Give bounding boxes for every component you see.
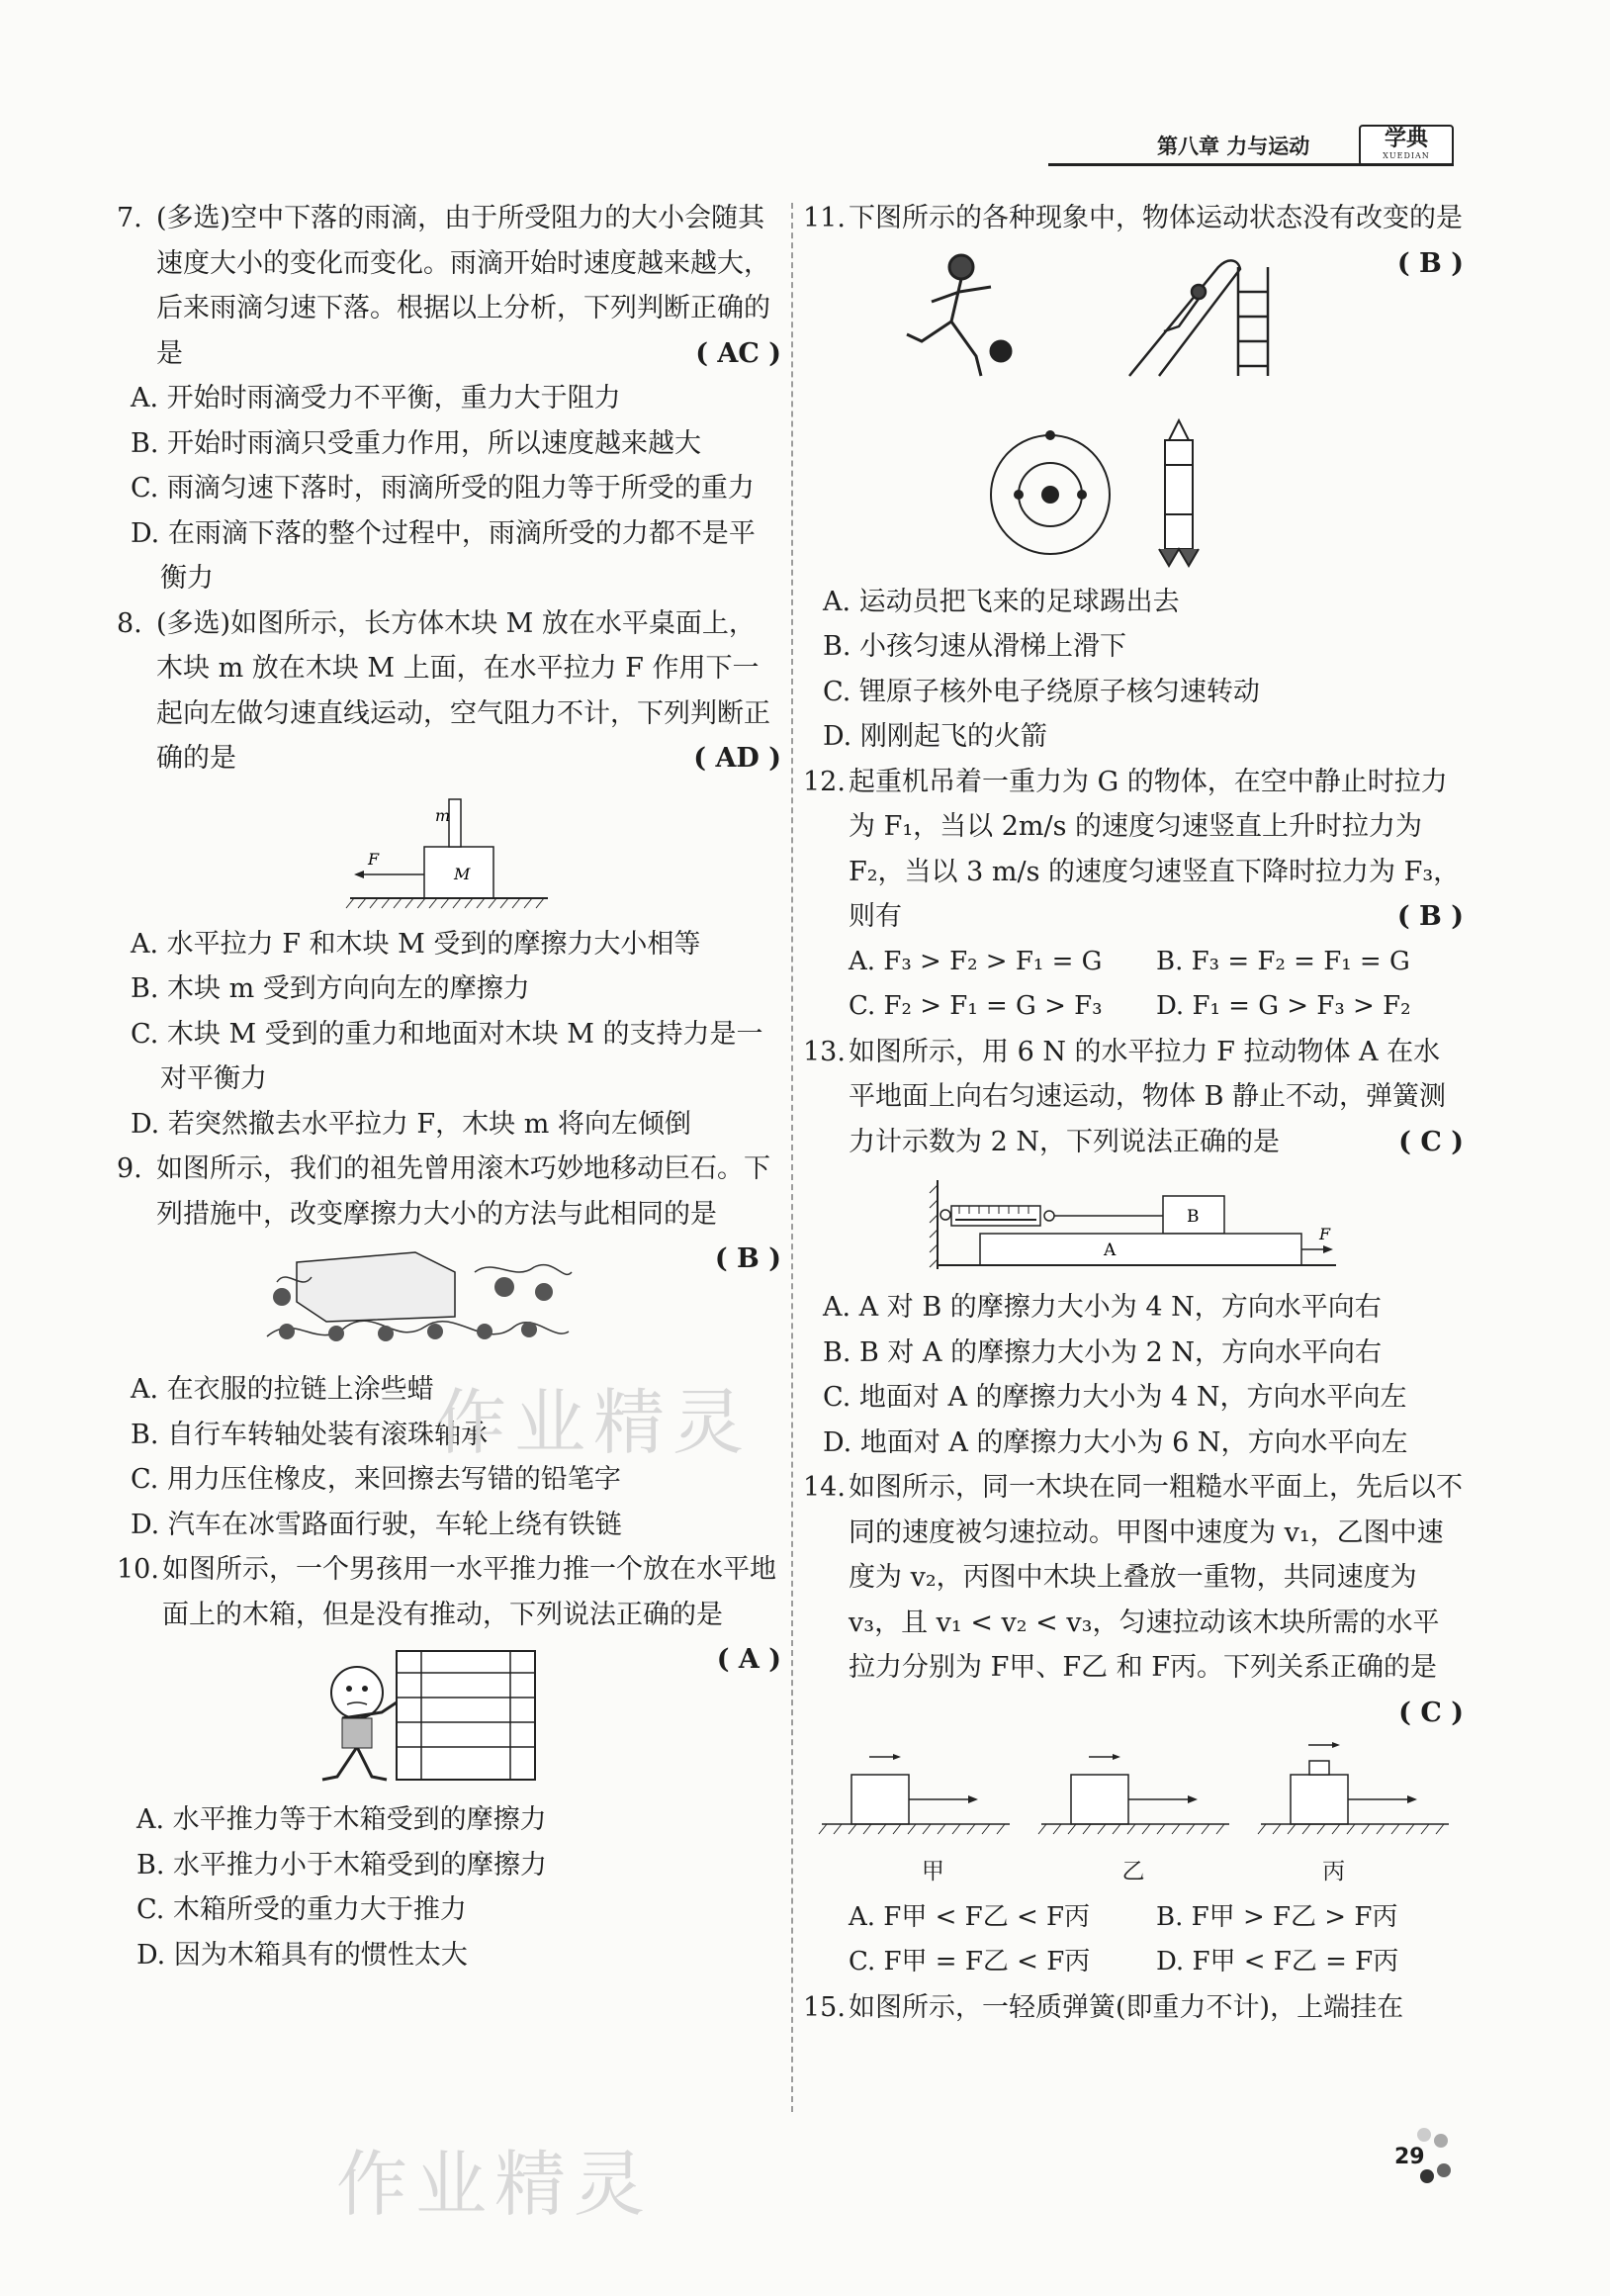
answer: ( B ): [1396, 901, 1464, 932]
question-7: [117, 196, 781, 601]
answer: ( A ): [716, 1644, 781, 1675]
chapter-title: 第八章 力与运动: [1157, 135, 1310, 158]
option: D. F甲 < F乙 = F丙: [1156, 1947, 1399, 1976]
question-11: [803, 196, 1464, 760]
question-stem: 下图所示的各种现象中，物体运动状态没有改变的是: [849, 203, 1463, 233]
option: B. B 对 A 的摩擦力大小为 2 N，方向水平向右: [823, 1336, 1383, 1368]
question-13: [803, 1030, 1464, 1466]
option: A. 水平推力等于木箱受到的摩擦力: [136, 1804, 547, 1835]
label-bing: 丙: [1322, 1859, 1346, 1884]
answer: ( AD ): [693, 743, 781, 774]
question-stem: 如图所示，一轻质弹簧(即重力不计)，上端挂在: [849, 1991, 1404, 2023]
option: A. 水平拉力 F 和木块 M 受到的摩擦力大小相等: [131, 928, 701, 960]
option: B. 水平推力小于木箱受到的摩擦力: [136, 1849, 548, 1881]
answer: ( B ): [1396, 247, 1464, 279]
option: D. F₁ = G > F₃ > F₂: [1156, 991, 1411, 1021]
option: B. 木块 m 受到方向向左的摩擦力: [131, 973, 530, 1004]
option: B. F甲 > F乙 > F丙: [1156, 1901, 1398, 1932]
question-8: [117, 601, 781, 1148]
label-B: B: [1187, 1207, 1200, 1227]
question-stem: (多选)如图所示，长方体木块 M 放在水平桌面上，木块 m 放在木块 M 上面，在水平拉力 F 作用下一起向左做匀速直线运动，空气阻力不计，下列判断正确的是: [156, 607, 770, 774]
label-M: M: [454, 864, 471, 883]
header-rule: [1048, 163, 1454, 166]
question-number: 10.: [117, 1554, 159, 1585]
question-10: [117, 1547, 781, 1977]
brand-logo: [1359, 125, 1454, 166]
spring-scale-figure: [926, 1170, 1341, 1279]
question-number: 13.: [803, 1036, 846, 1067]
question-15: [803, 1985, 1464, 2031]
option: A. F₃ > F₂ > F₁ = G: [849, 946, 1103, 976]
answer: ( C ): [1398, 1126, 1464, 1157]
boy-pushing-box-figure: [288, 1643, 545, 1791]
right-column: [803, 196, 1464, 2030]
answer: ( AC ): [695, 337, 781, 369]
question-number: 15.: [803, 1991, 846, 2023]
option: C. 地面对 A 的摩擦力大小为 4 N，方向水平向左: [823, 1382, 1407, 1413]
watermark: 作业精灵: [435, 1381, 753, 1464]
option: B. F₃ = F₂ = F₁ = G: [1156, 946, 1410, 976]
answer: ( B ): [714, 1243, 781, 1274]
option: C. 木箱所受的重力大于推力: [136, 1894, 467, 1925]
question-number: 12.: [803, 766, 846, 797]
option: C. 锂原子核外电子绕原子核匀速转动: [823, 676, 1260, 707]
label-F: F: [1319, 1225, 1331, 1243]
page-header: [1048, 127, 1454, 172]
question-stem: 如图所示，我们的祖先曾用滚木巧妙地移动巨石。下列措施中，改变摩擦力大小的方法与此相同的是: [156, 1153, 770, 1230]
question-number: 8.: [117, 607, 142, 639]
option: B. 开始时雨滴只受重力作用，所以速度越来越大: [131, 427, 702, 459]
figure-labels: [803, 1850, 1464, 1895]
question-stem: 如图所示，一个男孩用一水平推力推一个放在水平地面上的木箱，但是没有推动，下列说法正确的是: [162, 1554, 776, 1630]
option: A. F甲 < F乙 < F丙: [849, 1901, 1091, 1932]
column-divider: [791, 203, 793, 2112]
question-12: [803, 760, 1464, 1030]
option: C. F₂ > F₁ = G > F₃: [849, 991, 1103, 1021]
label-A: A: [1104, 1240, 1117, 1260]
option: D. 刚刚起飞的火箭: [823, 721, 1047, 752]
slide-icon: [1129, 260, 1268, 376]
option: A. 运动员把飞来的足球踢出去: [823, 586, 1180, 617]
three-blocks-figure: [812, 1735, 1455, 1844]
option: A. 开始时雨滴受力不平衡，重力大于阻力: [131, 383, 621, 413]
blocks-figure: [340, 787, 558, 916]
options-grid: [803, 1895, 1464, 1985]
label-yi: 乙: [1121, 1859, 1145, 1884]
option: C. F甲 = F乙 < F丙: [849, 1947, 1091, 1976]
option: C. 木块 M 受到的重力和地面对木块 M 的支持力是一对平衡力: [131, 1018, 763, 1094]
question-14: [803, 1465, 1464, 1985]
option: D. 若突然撤去水平拉力 F，木块 m 将向左倾倒: [131, 1108, 691, 1140]
watermark: 作业精灵: [336, 2143, 654, 2226]
atom-icon: [991, 430, 1110, 554]
option: D. 汽车在冰雪路面行驶，车轮上绕有铁链: [131, 1509, 622, 1540]
question-number: 7.: [117, 203, 142, 233]
option: A. 在衣服的拉链上涂些蜡: [131, 1374, 434, 1405]
label-m: m: [435, 805, 451, 825]
question-stem: 如图所示，同一木块在同一粗糙水平面上，先后以不同的速度被匀速拉动。甲图中速度为 v₁，乙图中速度为 v₂，丙图中木块上叠放一重物，共同速度为 v₃，且 v₁ < v₂ < v₃，匀速拉动该木块所需的水平拉力分别为 F甲、F乙 和 F丙。下列关系正确的是: [849, 1472, 1463, 1683]
left-column: [117, 196, 781, 1977]
soccer-player-icon: [907, 255, 1011, 376]
option: C. 用力压住橡皮，来回擦去写错的铅笔字: [131, 1464, 621, 1495]
motion-phenomena-figure: [882, 247, 1317, 574]
option: D. 因为木箱具有的惯性太大: [136, 1939, 468, 1971]
question-stem: 如图所示，用 6 N 的水平拉力 F 拉动物体 A 在水平地面上向右匀速运动，物体 B 静止不动，弹簧测力计示数为 2 N，下列说法正确的是: [849, 1036, 1447, 1157]
logo-subtext: XUEDIAN: [1383, 151, 1430, 160]
answer: ( C ): [1398, 1697, 1464, 1728]
option: D. 地面对 A 的摩擦力大小为 6 N，方向水平向左: [823, 1426, 1408, 1458]
options-grid: [803, 940, 1464, 1030]
option: B. 自行车转轴处装有滚珠轴承: [131, 1419, 489, 1450]
label-jia: 甲: [921, 1859, 944, 1884]
option: A. A 对 B 的摩擦力大小为 4 N，方向水平向右: [823, 1292, 1382, 1323]
option: C. 雨滴匀速下落时，雨滴所受的阻力等于所受的重力: [131, 473, 755, 504]
label-F: F: [368, 849, 380, 869]
option: D. 在雨滴下落的整个过程中，雨滴所受的力都不是平衡力: [131, 517, 756, 594]
rolling-logs-figure: [257, 1242, 574, 1361]
page-number: 29: [1394, 2145, 1425, 2169]
option: B. 小孩匀速从滑梯上滑下: [823, 631, 1127, 662]
question-stem: 起重机吊着一重力为 G 的物体，在空中静止时拉力为 F₁，当以 2m/s 的速度匀速竖直上升时拉力为 F₂，当以 3 m/s 的速度匀速竖直下降时拉力为 F₃，则有: [849, 766, 1461, 932]
rocket-icon: [1159, 420, 1199, 566]
question-number: 11.: [803, 203, 846, 233]
question-9: [117, 1147, 781, 1547]
question-number: 14.: [803, 1472, 846, 1503]
question-number: 9.: [117, 1153, 142, 1184]
question-stem: (多选)空中下落的雨滴，由于所受阻力的大小会随其速度大小的变化而变化。雨滴开始时速度越来越大，后来雨滴匀速下落。根据以上分析，下列判断正确的是: [156, 203, 770, 369]
logo-text: 学典: [1384, 127, 1428, 151]
